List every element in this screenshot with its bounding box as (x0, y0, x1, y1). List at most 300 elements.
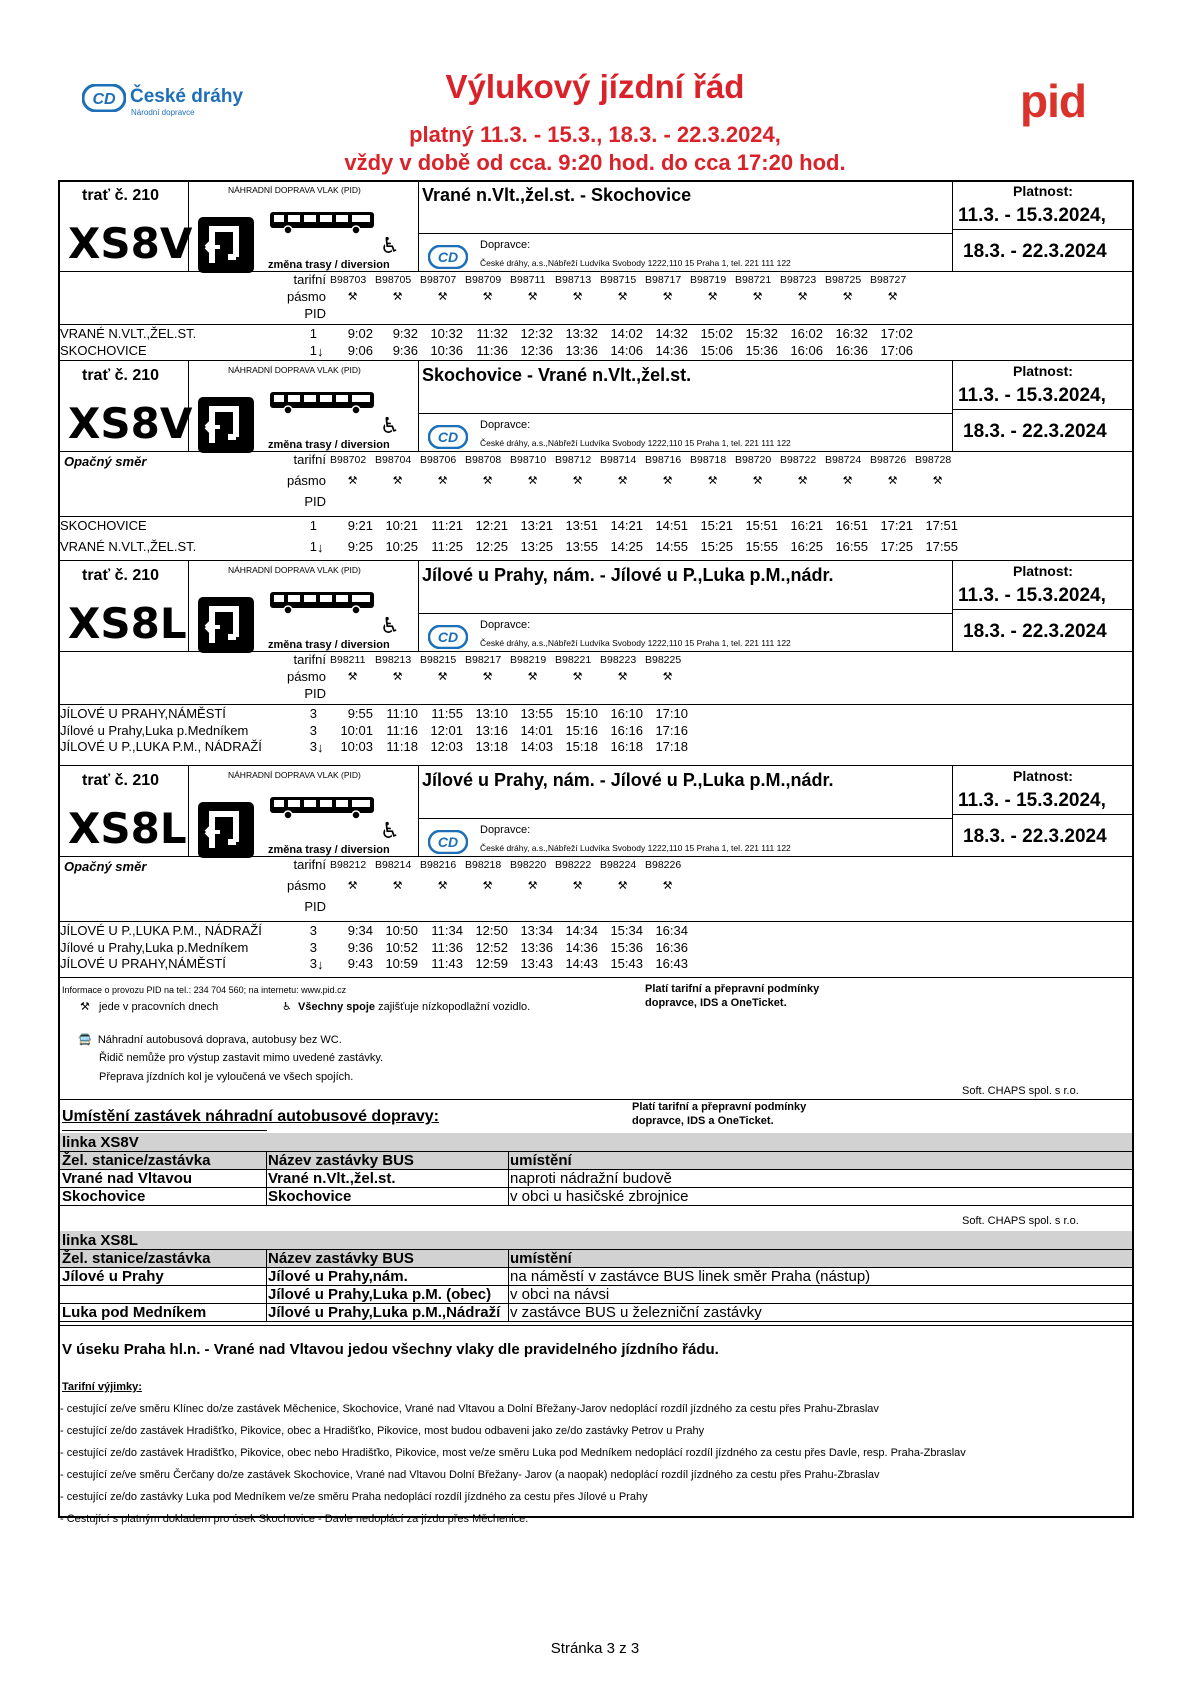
timetable-block (58, 181, 1134, 361)
departure-time: 15:18 (565, 739, 598, 754)
tariff-label: tarifní (293, 452, 326, 467)
route-title: Skochovice - Vrané n.Vlt.,žel.st. (422, 365, 692, 385)
divider (952, 361, 953, 451)
departure-time: 10:50 (385, 923, 418, 938)
workday-icons-row (330, 290, 915, 303)
departure-time: 13:51 (565, 518, 598, 533)
wheelchair-icon: ♿ (380, 613, 400, 638)
hammer-icon: ⚒ (80, 1001, 90, 1013)
table-cell: Jílové u Prahy,Luka p.M. (obec) (268, 1286, 492, 1303)
table-cell: Vrané n.Vlt.,žel.st. (268, 1170, 396, 1187)
stop-name: JÍLOVÉ U PRAHY,NÁMĚSTÍ (60, 956, 226, 971)
divider (58, 921, 1134, 922)
departure-time: 16:51 (835, 518, 868, 533)
line-code: XS8L (68, 599, 187, 648)
svg-text:CD: CD (437, 249, 459, 265)
hammer-icon: ⚒ (572, 880, 583, 892)
carrier-label: Dopravce: (480, 239, 531, 251)
departure-time: 14:43 (565, 956, 598, 971)
train-numbers-row (330, 859, 690, 871)
table-header-cell: Žel. stanice/zastávka (62, 1152, 211, 1169)
diversion-label: změna trasy / diversion (268, 639, 390, 651)
validity-subtitle: platný 11.3. - 15.3., 18.3. - 22.3.2024, (409, 122, 781, 147)
departure-time: 15:51 (745, 518, 778, 533)
train-number: B98706 (420, 454, 457, 466)
departure-time: 13:25 (520, 539, 553, 554)
cd-logo-name: České dráhy (130, 86, 244, 107)
validity-label: Platnost: (1013, 183, 1073, 199)
direction-arrow-icon: ↓ (317, 957, 324, 972)
stop-name: Jílové u Prahy,Luka p.Medníkem (60, 722, 249, 738)
stop-zone: 1 (309, 539, 317, 554)
departure-time: 9:02 (347, 326, 373, 341)
train-number: B98225 (645, 654, 682, 666)
workday-icons-row (330, 474, 960, 487)
replacement-label: NÁHRADNÍ DOPRAVA VLAK (PID) (228, 185, 361, 195)
page-number: Stránka 3 z 3 (550, 1640, 640, 1657)
line-label: linka XS8V (62, 1134, 139, 1151)
departure-time: 15:43 (610, 956, 643, 971)
departure-time: 16:36 (835, 342, 868, 358)
hammer-icon: ⚒ (527, 671, 538, 683)
tariff-label: tarifní (293, 857, 326, 872)
hammer-icon: ⚒ (482, 671, 493, 683)
praha-note: V úseku Praha hl.n. - Vrané nad Vltavou jedou všechny vlaky dle pravidelného jízdního řádu. (62, 1341, 719, 1358)
stop-zone: 3 (309, 939, 317, 955)
validity-dates-1: 11.3. - 15.3.2024, (958, 790, 1106, 811)
departure-time: 10:52 (385, 939, 418, 955)
departure-time: 15:21 (700, 518, 733, 533)
divider (418, 613, 952, 614)
divider (188, 561, 189, 651)
line-code: XS8V (68, 219, 193, 268)
departure-time: 15:10 (565, 706, 598, 721)
departure-time: 12:01 (430, 722, 463, 738)
departure-times-row (328, 343, 913, 358)
stop-name: VRANÉ N.VLT.,ŽEL.ST. (60, 539, 197, 554)
table-header-cell: umístění (510, 1152, 572, 1169)
divider (418, 818, 952, 819)
track-number: trať č. 210 (82, 367, 160, 384)
departure-time: 15:36 (610, 939, 643, 955)
departure-time: 9:21 (347, 518, 373, 533)
departure-time: 9:25 (347, 539, 373, 554)
train-number: B98723 (780, 274, 817, 286)
departure-times-row (328, 706, 688, 721)
svg-text:CD: CD (92, 91, 116, 108)
departure-times-row (328, 518, 958, 533)
diversion-icon (198, 802, 254, 858)
svg-text:CD: CD (437, 429, 459, 445)
direction-arrow-icon: ↓ (317, 343, 324, 359)
hammer-icon: ⚒ (527, 475, 538, 487)
tariff-label: tarifní (293, 652, 326, 667)
departure-time: 11:32 (476, 326, 508, 341)
departure-times-row (328, 326, 913, 341)
hammer-icon: ⚒ (392, 880, 403, 892)
departure-time: 13:21 (520, 518, 553, 533)
hammer-icon: ⚒ (707, 475, 718, 487)
hammer-icon: ⚒ (887, 291, 898, 303)
stop-name: VRANÉ N.VLT.,ŽEL.ST. (60, 326, 197, 341)
departure-time: 16:06 (790, 342, 823, 358)
timetable-block (58, 766, 1134, 978)
departure-time: 16:32 (835, 326, 868, 341)
tariff-exception-line: - cestující ze/ve směru Čerčany do/ze zastávek Skochovice, Vrané nad Vltavou Dolní Břežany- Jarov (a naopak) nedoplácí rozdíl jízdného za cestu přes Prahu-Zbraslav (60, 1469, 880, 1481)
divider (418, 233, 952, 234)
table-cell: v obci u hasičské zbrojnice (510, 1188, 689, 1205)
train-number: B98725 (825, 274, 862, 286)
diversion-icon (198, 217, 254, 273)
departure-time: 12:03 (430, 739, 463, 754)
train-number: B98719 (690, 274, 727, 286)
hammer-icon: ⚒ (437, 291, 448, 303)
wheelchair-note-row (282, 1000, 530, 1013)
zone-label: pásmo (286, 289, 326, 304)
table-header-row (60, 1249, 1132, 1267)
train-number: B98722 (780, 454, 817, 466)
divider (418, 561, 419, 651)
departure-time: 16:55 (835, 539, 868, 554)
train-number: B98212 (330, 859, 367, 871)
replacement-label: NÁHRADNÍ DOPRAVA VLAK (PID) (228, 365, 361, 375)
departure-time: 12:32 (520, 326, 553, 341)
title-underline (62, 1130, 267, 1131)
departure-time: 9:55 (347, 706, 373, 721)
table-header-cell: Název zastávky BUS (268, 1152, 414, 1169)
departure-time: 10:32 (430, 326, 463, 341)
table-cell: Jílové u Prahy,nám. (268, 1268, 408, 1285)
train-number: B98223 (600, 654, 637, 666)
software-credit-1: Soft. CHAPS spol. s r.o. (962, 1085, 1079, 1097)
hammer-icon: ⚒ (527, 880, 538, 892)
train-number: B98219 (510, 654, 547, 666)
train-number: B98711 (510, 274, 546, 286)
bus-note-row (78, 1033, 342, 1046)
train-number: B98716 (645, 454, 682, 466)
stop-name: SKOCHOVICE (60, 518, 147, 533)
hammer-icon: ⚒ (572, 291, 583, 303)
pid-label: PID (304, 494, 326, 509)
page-title: Výlukový jízdní řád (445, 68, 745, 105)
validity-dates-1: 11.3. - 15.3.2024, (958, 205, 1106, 226)
departure-time: 15:16 (565, 722, 598, 738)
table-cell: Skochovice (62, 1188, 146, 1205)
train-number: B98703 (330, 274, 367, 286)
departure-times-row (328, 739, 688, 754)
software-credit-2: Soft. CHAPS spol. s r.o. (962, 1215, 1079, 1227)
direction-arrow-icon: ↓ (317, 540, 324, 555)
departure-times-row (328, 539, 958, 554)
train-number: B98224 (600, 859, 637, 871)
table-cell: Jílové u Prahy (62, 1268, 164, 1285)
departure-time: 17:16 (655, 722, 688, 738)
departure-time: 13:32 (565, 326, 598, 341)
departure-time: 13:16 (475, 722, 508, 738)
pid-label: PID (304, 686, 326, 701)
workday-icons-row (330, 670, 690, 683)
train-number: B98721 (735, 274, 772, 286)
train-number: B98217 (465, 654, 502, 666)
hammer-icon: ⚒ (482, 475, 493, 487)
time-subtitle: vždy v době od cca. 9:20 hod. do cca 17:20 hod. (344, 150, 846, 175)
zone-label: pásmo (286, 473, 326, 488)
train-number: B98709 (465, 274, 502, 286)
train-number: B98726 (870, 454, 907, 466)
train-number: B98718 (690, 454, 727, 466)
pid-label: PID (304, 306, 326, 321)
table-cell: naproti nádražní budově (510, 1170, 672, 1187)
departure-time: 16:02 (790, 326, 823, 341)
departure-time: 11:18 (386, 739, 418, 754)
departure-time: 13:36 (520, 939, 553, 955)
hammer-icon: ⚒ (932, 475, 943, 487)
hammer-icon: ⚒ (347, 880, 358, 892)
train-number: B98710 (510, 454, 547, 466)
hammer-icon: ⚒ (662, 880, 673, 892)
hammer-icon: ⚒ (662, 291, 673, 303)
train-number: B98705 (375, 274, 412, 286)
line-label-row (60, 1231, 1132, 1249)
hammer-icon: ⚒ (887, 475, 898, 487)
stops-section-title: Umístění zastávek náhradní autobusové dopravy: (62, 1108, 439, 1125)
departure-time: 12:52 (475, 939, 508, 955)
departure-time: 11:16 (386, 722, 418, 738)
departure-time: 11:36 (476, 342, 508, 358)
carrier-text: České dráhy, a.s.,Nábřeží Ludvíka Svobody 1222,110 15 Praha 1, tel. 221 111 122 (480, 843, 791, 853)
zone-label: pásmo (286, 878, 326, 893)
table-cell: Skochovice (268, 1188, 352, 1205)
hammer-icon: ⚒ (707, 291, 718, 303)
hammer-icon: ⚒ (797, 291, 808, 303)
train-number: B98216 (420, 859, 457, 871)
hammer-icon: ⚒ (572, 475, 583, 487)
divider (418, 766, 419, 856)
divider (58, 704, 1134, 705)
route-title: Jílové u Prahy, nám. - Jílové u P.,Luka p.M.,nádr. (422, 565, 834, 585)
hammer-icon: ⚒ (752, 475, 763, 487)
hammer-icon: ⚒ (437, 671, 448, 683)
train-number: B98728 (915, 454, 952, 466)
divider (418, 413, 952, 414)
departure-time: 11:21 (431, 518, 463, 533)
train-numbers-row (330, 654, 690, 666)
divider (418, 361, 419, 451)
departure-time: 10:25 (385, 539, 418, 554)
line-label-row (60, 1133, 1132, 1151)
train-number: B98715 (600, 274, 637, 286)
hammer-icon: ⚒ (437, 880, 448, 892)
departure-time: 9:43 (347, 956, 373, 971)
validity-dates-2: 18.3. - 22.3.2024 (963, 621, 1107, 642)
carrier-label: Dopravce: (480, 419, 531, 431)
departure-time: 15:06 (700, 342, 733, 358)
departure-time: 11:55 (431, 706, 463, 721)
hammer-icon: ⚒ (392, 291, 403, 303)
train-number: B98222 (555, 859, 592, 871)
departure-time: 12:59 (475, 956, 508, 971)
train-number: B98215 (420, 654, 457, 666)
divider (60, 1205, 1132, 1206)
driver-note: Řidič nemůže pro výstup zastavit mimo uvedené zastávky. (99, 1052, 384, 1064)
train-number: B98724 (825, 454, 862, 466)
line-code: XS8V (68, 399, 193, 448)
cd-logo-sub: Národní dopravce (131, 108, 195, 117)
departure-time: 14:21 (610, 518, 643, 533)
tariff-label: tarifní (293, 272, 326, 287)
departure-time: 11:43 (431, 956, 463, 971)
departure-times-row (328, 923, 688, 938)
divider (266, 1249, 267, 1321)
departure-time: 16:10 (610, 706, 643, 721)
train-number: B98720 (735, 454, 772, 466)
wheelchair-icon: ♿ (380, 233, 400, 258)
departure-time: 17:51 (925, 518, 958, 533)
wheelchair-note: zajišťuje nízkopodlažní vozidlo. (378, 1001, 531, 1013)
hammer-icon: ⚒ (617, 880, 628, 892)
departure-time: 16:16 (610, 722, 643, 738)
stop-name: JÍLOVÉ U P.,LUKA P.M., NÁDRAŽÍ (60, 739, 262, 754)
track-number: trať č. 210 (82, 567, 160, 584)
stop-zone: 1 (309, 326, 317, 341)
departure-time: 16:18 (610, 739, 643, 754)
divider (58, 977, 1134, 978)
divider (952, 766, 953, 856)
departure-time: 10:03 (340, 739, 373, 754)
info-note: Informace o provozu PID na tel.: 234 704 560; na internetu: www.pid.cz (62, 985, 347, 995)
bus-icon: 🚍 (78, 1034, 92, 1046)
divider (952, 181, 953, 271)
tariff-exception-line: - cestující ze/ve směru Klínec do/ze zastávek Měchenice, Skochovice, Vrané nad Vltavou a Dolní Břežany-Jarov nedoplácí rozdíl jízdného za cestu přes Prahu-Zbraslav (60, 1403, 879, 1415)
departure-time: 10:59 (385, 956, 418, 971)
workday-icons-row (330, 879, 690, 892)
validity-label: Platnost: (1013, 768, 1073, 784)
hammer-icon: ⚒ (572, 671, 583, 683)
hammer-icon: ⚒ (482, 291, 493, 303)
hammer-icon: ⚒ (842, 291, 853, 303)
carrier-label: Dopravce: (480, 824, 531, 836)
conditions-note-4: dopravce, IDS a OneTicket. (632, 1115, 774, 1127)
line-label: linka XS8L (62, 1232, 138, 1249)
departure-time: 17:18 (655, 739, 688, 754)
departure-time: 16:21 (790, 518, 823, 533)
wheelchair-note-bold: Všechny spoje (298, 1001, 376, 1013)
track-number: trať č. 210 (82, 772, 160, 789)
conditions-note-3: Platí tarifní a přepravní podmínky (632, 1101, 807, 1113)
divider (508, 1249, 509, 1321)
train-number: B98704 (375, 454, 412, 466)
departure-time: 11:36 (431, 939, 463, 955)
wheelchair-icon: ♿ (380, 413, 400, 438)
departure-time: 16:25 (790, 539, 823, 554)
departure-time: 10:01 (340, 722, 373, 738)
divider (60, 1249, 1132, 1250)
stop-zone: 3 (309, 706, 317, 721)
departure-time: 14:01 (520, 722, 553, 738)
departure-time: 15:34 (610, 923, 643, 938)
pid-label: PID (304, 899, 326, 914)
validity-dates-1: 11.3. - 15.3.2024, (958, 585, 1106, 606)
stop-name: SKOCHOVICE (60, 342, 147, 358)
table-cell: Luka pod Medníkem (62, 1304, 207, 1321)
departure-time: 12:21 (475, 518, 508, 533)
hammer-icon: ⚒ (752, 291, 763, 303)
stop-zone: 1 (309, 518, 317, 533)
divider (58, 1325, 1134, 1326)
validity-label: Platnost: (1013, 563, 1073, 579)
departure-time: 13:55 (565, 539, 598, 554)
replacement-label: NÁHRADNÍ DOPRAVA VLAK (PID) (228, 770, 361, 780)
tariff-exception-line: - Cestující s platným dokladem pro úsek Skochovice - Davle nedoplácí za jízdu přes Měchenice. (60, 1513, 529, 1525)
stop-zone: 3 (309, 739, 317, 754)
bus-icon (268, 389, 378, 415)
departure-time: 14:51 (655, 518, 688, 533)
divider (266, 1151, 267, 1205)
train-number: B98708 (465, 454, 502, 466)
divider (952, 609, 1134, 610)
train-number: B98714 (600, 454, 637, 466)
departure-time: 14:02 (610, 326, 643, 341)
departure-time: 15:36 (745, 342, 778, 358)
divider (58, 516, 1134, 517)
diversion-label: změna trasy / diversion (268, 439, 390, 451)
table-header-cell: Žel. stanice/zastávka (62, 1250, 211, 1267)
train-number: B98702 (330, 454, 367, 466)
train-number: B98713 (555, 274, 592, 286)
cd-logo-icon (428, 625, 468, 649)
divider (60, 1321, 1132, 1322)
hammer-icon: ⚒ (392, 475, 403, 487)
timetable-block (58, 561, 1134, 766)
departure-time: 14:36 (565, 939, 598, 955)
hammer-icon: ⚒ (842, 475, 853, 487)
train-number: B98712 (555, 454, 592, 466)
bus-icon (268, 794, 378, 820)
departure-time: 14:25 (610, 539, 643, 554)
departure-time: 9:34 (347, 923, 373, 938)
table-header-row (60, 1151, 1132, 1169)
departure-time: 16:34 (655, 923, 688, 938)
divider (952, 229, 1134, 230)
departure-time: 12:36 (520, 342, 553, 358)
zone-label: pásmo (286, 669, 326, 684)
stop-zone: 3 (309, 722, 317, 738)
timetable-block (58, 361, 1134, 561)
departure-times-row (328, 723, 688, 738)
departure-time: 9:32 (392, 326, 418, 341)
direction-arrow-icon: ↓ (317, 740, 324, 755)
departure-time: 14:55 (655, 539, 688, 554)
hammer-icon: ⚒ (617, 291, 628, 303)
departure-time: 15:25 (700, 539, 733, 554)
diversion-icon (198, 397, 254, 453)
replacement-label: NÁHRADNÍ DOPRAVA VLAK (PID) (228, 565, 361, 575)
divider (952, 409, 1134, 410)
departure-time: 17:10 (655, 706, 688, 721)
stop-zone: 1 (309, 342, 317, 358)
departure-times-row (328, 940, 688, 955)
departure-time: 17:02 (880, 326, 913, 341)
departure-time: 10:36 (430, 342, 463, 358)
stop-zone: 3 (309, 923, 317, 938)
validity-dates-2: 18.3. - 22.3.2024 (963, 421, 1107, 442)
tariff-exception-line: - cestující ze/do zastávky Luka pod Medníkem ve/ze směru Praha nedoplácí rozdíl jízdného za cestu přes Jílové u Prahy (60, 1491, 648, 1503)
tariff-exception-line: - cestující ze/do zastávek Hradišťko, Pikovice, obec a Hradišťko, Pikovice, most budou odbaveni jako ze/do zastávky Petrov u Prahy (60, 1425, 705, 1437)
opposite-direction-label: Opačný směr (64, 454, 147, 469)
hammer-icon: ⚒ (617, 475, 628, 487)
svg-text:CD: CD (437, 834, 459, 850)
diversion-label: změna trasy / diversion (268, 844, 390, 856)
